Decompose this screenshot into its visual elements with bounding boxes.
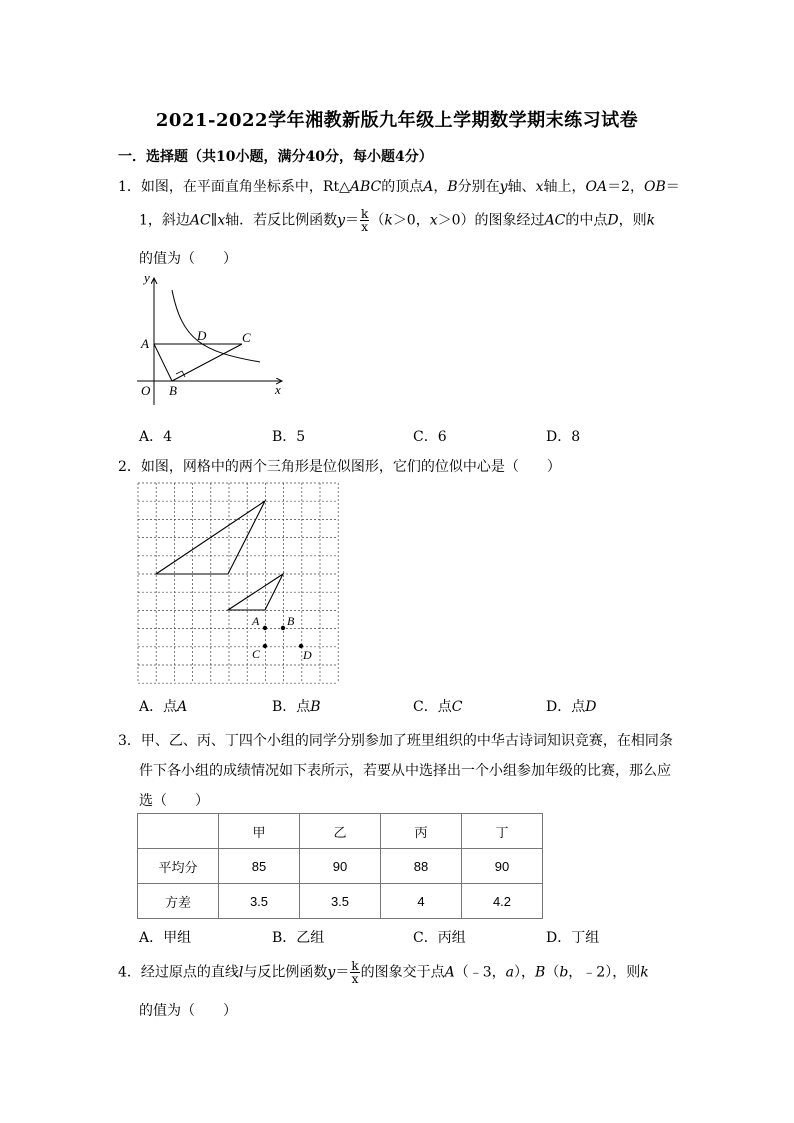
q1-line2: 1，斜边AC∥x轴．若反比例函数y＝ $\frac{k}{x}$ （k＞0，x＞0）的图象经过AC的中点D，则k xyxy=(139,207,656,234)
page-title: 2021-2022学年湘教新版九年级上学期数学期末练习试卷 xyxy=(155,110,639,131)
q2-option-b[interactable]: B．点B xyxy=(272,699,321,715)
q3-option-d[interactable]: D．丁组 xyxy=(546,930,600,946)
table-cell xyxy=(138,814,219,849)
table-cell: 乙 xyxy=(300,814,381,849)
score-table xyxy=(137,813,543,919)
segment-AB xyxy=(154,344,172,381)
q3-line3: 选（ ） xyxy=(139,793,209,809)
table-cell: 丁 xyxy=(462,814,543,849)
table-cell: 平均分 xyxy=(138,849,219,884)
table-cell: 丙 xyxy=(381,814,462,849)
q3-line2: 件下各小组的成绩情况如下表所示，若要从中选择出一个小组参加年级的比赛，那么应 xyxy=(139,763,671,779)
q2-option-c[interactable]: C．点C xyxy=(413,699,463,715)
label-A: A xyxy=(141,336,149,351)
label-B: B xyxy=(169,383,177,398)
fraction-k-over-x: $\frac{k}{x}$ xyxy=(361,207,369,234)
q1-option-c[interactable]: C．6 xyxy=(413,429,447,445)
q1-option-b[interactable]: B．5 xyxy=(272,429,306,445)
table-cell: 甲 xyxy=(219,814,300,849)
q1-option-a[interactable]: A．4 xyxy=(139,429,173,445)
q2-option-a[interactable]: A．点A xyxy=(139,699,188,715)
label-D: D xyxy=(197,328,207,343)
label-x: x xyxy=(275,382,281,397)
table-header-row xyxy=(138,814,543,849)
q3-line1: 3．甲、乙、丙、丁四个小组的同学分别参加了班里组织的中华古诗词知识竞赛，在相同条 xyxy=(118,733,673,749)
table-cell: 4.2 xyxy=(462,884,543,919)
q1-line1: 1．如图，在平面直角坐标系中，Rt△ABC的顶点A，B分别在y轴、x轴上，OA＝2，OB＝ xyxy=(118,179,680,195)
table-cell: 4 xyxy=(381,884,462,919)
table-row xyxy=(138,849,543,884)
table-cell: 方差 xyxy=(138,884,219,919)
q2-option-d[interactable]: D．点D xyxy=(546,699,597,715)
label-D: D xyxy=(303,648,312,662)
q1-option-d[interactable]: D．8 xyxy=(546,429,581,445)
table-cell: 3.5 xyxy=(300,884,381,919)
point-B-dot xyxy=(281,626,285,630)
table-row xyxy=(138,884,543,919)
q1-figure xyxy=(132,270,292,410)
label-A: A xyxy=(252,614,260,628)
q2-question: 2．如图，网格中的两个三角形是位似图形，它们的位似中心是（ ） xyxy=(118,459,561,475)
table-cell: 88 xyxy=(381,849,462,884)
label-B: B xyxy=(287,614,295,628)
point-A-dot xyxy=(263,626,267,630)
q2-grid-figure xyxy=(137,482,341,686)
q3-option-a[interactable]: A．甲组 xyxy=(139,930,192,946)
label-O: O xyxy=(141,383,151,398)
q4-line1: 4．经过原点的直线l与反比例函数y＝ $\frac{k}{x}$ 的图象交于点A（﹣3，a），B（b，﹣2），则k xyxy=(118,959,649,986)
point-C-dot xyxy=(263,644,267,648)
q1-line3: 的值为（ ） xyxy=(139,251,237,267)
fraction-k-over-x: $\frac{k}{x}$ xyxy=(351,959,359,986)
table-cell: 85 xyxy=(219,849,300,884)
q3-option-b[interactable]: B．乙组 xyxy=(272,930,325,946)
table-cell: 90 xyxy=(300,849,381,884)
label-C: C xyxy=(252,647,261,661)
label-y: y xyxy=(144,270,150,285)
table-cell: 90 xyxy=(462,849,543,884)
section-heading: 一．选择题（共10小题，满分40分，每小题4分） xyxy=(118,149,433,165)
segment-BC xyxy=(172,344,242,381)
label-C: C xyxy=(242,330,251,345)
table-cell: 3.5 xyxy=(219,884,300,919)
q3-option-c[interactable]: C．丙组 xyxy=(413,930,466,946)
hyperbola-curve xyxy=(172,290,260,362)
q4-line2: 的值为（ ） xyxy=(139,1003,237,1019)
